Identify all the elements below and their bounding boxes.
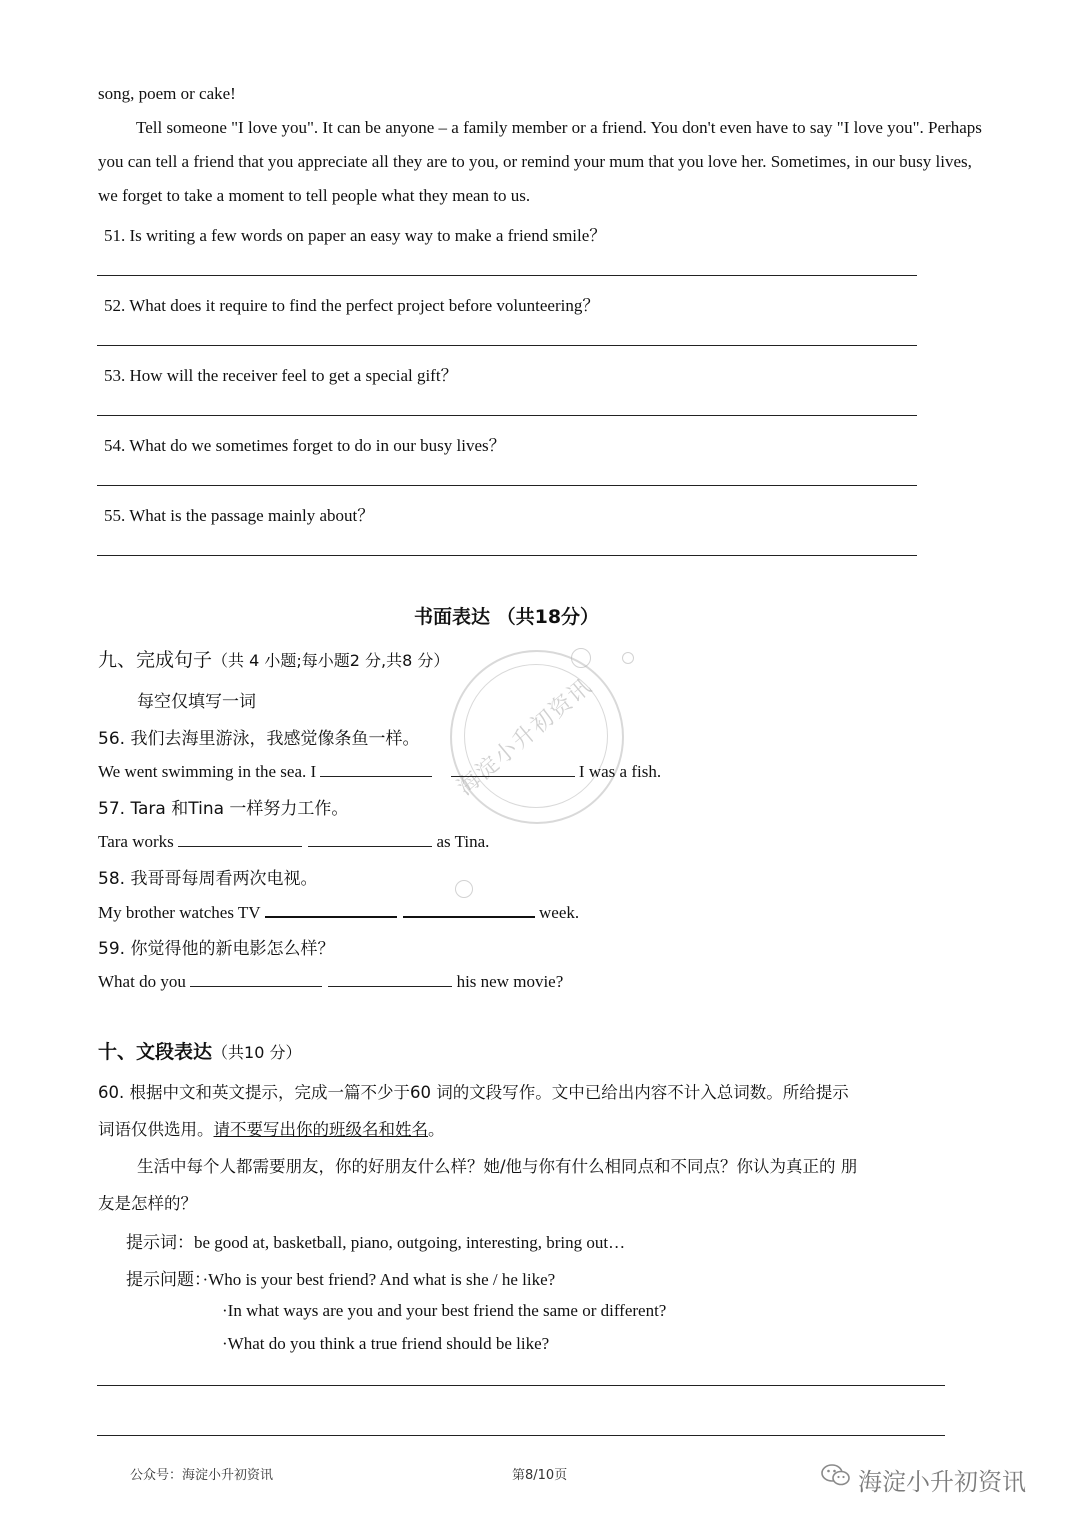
item-58-en: My brother watches TV week. <box>98 900 579 923</box>
passage-paragraph: Tell someone "I love you". It can be anyone – a family member or a friend. You don't even have to say "I love you". Perhaps you can tell a friend that you appreciate all they are to you, or remind your mum that you love her. Sometimes, in our busy lives, we forget to take a moment to tell people what they mean to us. <box>98 118 982 205</box>
writing-line-2[interactable] <box>97 1435 945 1436</box>
item-57-en: Tara works as Tina. <box>98 832 490 851</box>
section-10-score: （共10 分） <box>212 1043 302 1062</box>
q60-line-1: 60. 根据中文和英文提示，完成一篇不少于60 词的文段写作。文中已给出内容不计入总词数。所给提示 <box>98 1083 849 1102</box>
blank-59b[interactable] <box>328 970 452 987</box>
section-9-heading <box>98 645 449 672</box>
writing-section-header: 书面表达 （共18分） <box>414 606 600 628</box>
section-10-title: 十、文段表达 <box>98 1041 213 1063</box>
blank-58a[interactable] <box>265 900 397 918</box>
item-59-en: What do you his new movie? <box>98 972 564 991</box>
answer-line-54[interactable] <box>97 485 917 486</box>
question-53: 53. How will the receiver feel to get a special gift？ <box>104 366 458 385</box>
answer-line-53[interactable] <box>97 415 917 416</box>
item-57-cn: 57. Tara 和Tina 一样努力工作。 <box>98 799 349 819</box>
item-56-en: We went swimming in the sea. I I was a fish. <box>98 762 662 781</box>
question-55: 55. What is the passage mainly about？ <box>104 506 375 525</box>
prompt-line-2: 友是怎样的？ <box>98 1194 197 1213</box>
q60-line-2: 词语仅供选用。请不要写出你的班级名和姓名。 <box>98 1120 445 1139</box>
blank-57a[interactable] <box>178 830 302 847</box>
section-9-instruction: 每空仅填写一词 <box>137 692 256 712</box>
item-59-cn: 59. 你觉得他的新电影怎么样？ <box>98 939 335 959</box>
wechat-icon <box>820 1462 852 1488</box>
question-52: 52. What does it require to find the perfect project before volunteering？ <box>104 296 600 315</box>
section-9-score: （共 4 小题;每小题2 分,共8 分） <box>212 651 450 670</box>
prompt-line-1: 生活中每个人都需要朋友，你的好朋友什么样？她/他与你有什么相同点和不同点？你认为真正的 朋 <box>137 1157 858 1176</box>
watermark-ring <box>622 652 634 664</box>
item-58-cn: 58. 我哥哥每周看两次电视。 <box>98 869 318 889</box>
item-56-cn: 56. 我们去海里游泳，我感觉像条鱼一样。 <box>98 729 420 749</box>
answer-line-52[interactable] <box>97 345 917 346</box>
question-54: 54. What do we sometimes forget to do in our busy lives？ <box>104 436 506 455</box>
watermark-ring <box>455 880 473 898</box>
section-9-title: 九、完成句子 <box>98 649 213 671</box>
hint-words: 提示词：be good at, basketball, piano, outgoing, interesting, bring out… <box>126 1233 626 1253</box>
blank-59a[interactable] <box>190 970 322 987</box>
passage-line: song, poem or cake! <box>98 84 236 103</box>
footer-account: 公众号：海淀小升初资讯 <box>130 1468 274 1483</box>
blank-56b[interactable] <box>451 760 575 777</box>
answer-line-55[interactable] <box>97 555 917 556</box>
section-10-heading <box>98 1037 301 1064</box>
blank-58b[interactable] <box>403 900 535 918</box>
watermark-ring <box>571 648 591 668</box>
hint-question-1: 提示问题：·Who is your best friend? And what is she / he like? <box>126 1270 556 1290</box>
answer-line-51[interactable] <box>97 275 917 276</box>
blank-57b[interactable] <box>308 830 432 847</box>
watermark-text: 海淀小升初资讯 <box>452 673 598 801</box>
blank-56a[interactable] <box>320 760 432 777</box>
writing-line-1[interactable] <box>97 1385 945 1386</box>
hint-question-2: ·In what ways are you and your best friend the same or different? <box>222 1301 667 1320</box>
hint-question-3: ·What do you think a true friend should be like? <box>222 1334 550 1353</box>
brand-name: 海淀小升初资讯 <box>858 1468 1026 1496</box>
q60-warning: 请不要写出你的班级名和姓名 <box>213 1120 428 1139</box>
question-51: 51. Is writing a few words on paper an easy way to make a friend smile？ <box>104 226 607 245</box>
page-number: 第8/10页 <box>512 1468 568 1483</box>
